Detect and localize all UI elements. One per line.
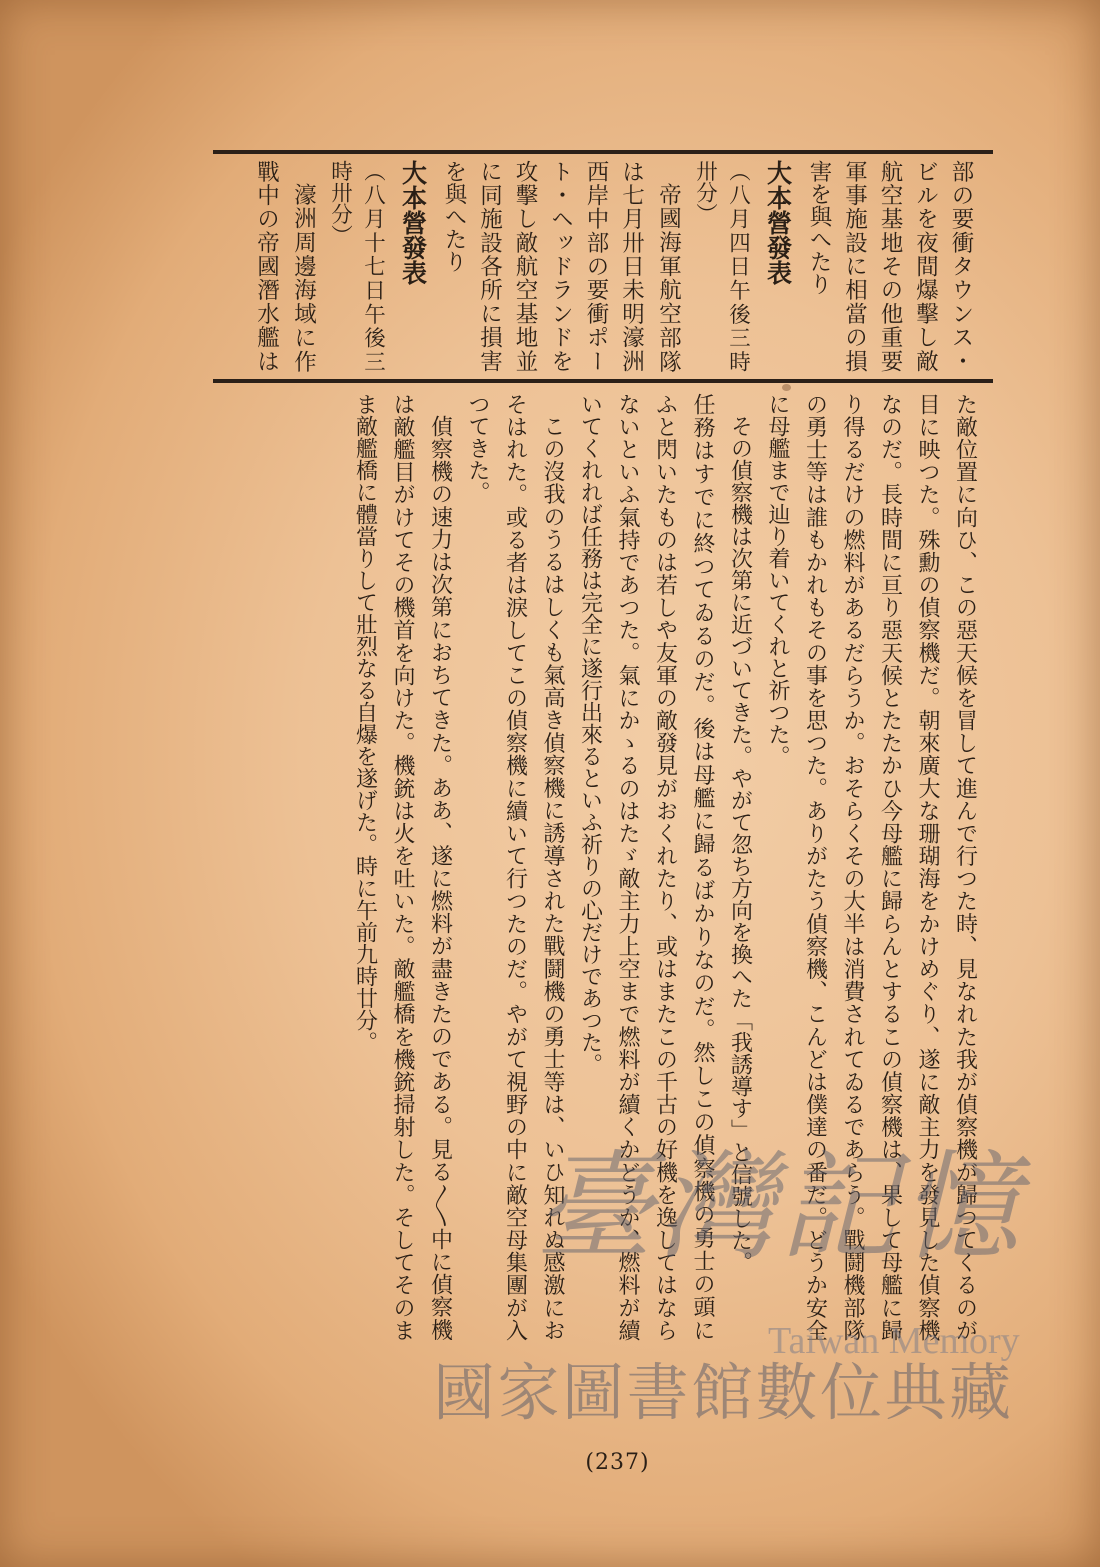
main-text-column: ないといふ氣持であつた。氣にかゝるのはたゞ敵主力上空まで燃料が續くかどうか、燃料が續 [615,393,640,1341]
bulletin-column: 帝國海軍航空部隊 [655,182,682,372]
main-text-column: に母艦まで辿り着いてくれと祈つた。 [765,393,790,767]
bulletin-top-rule [213,150,993,154]
bulletin-timestamp: （八月四日午後三時 [725,160,751,372]
main-text-column: なのだ。長時間に亘り惡天候とたたかひ今母艦に歸らんとするこの偵察機は、果して母艦に歸 [877,393,903,1342]
bulletin-column: 害を與へたり [806,160,832,295]
bulletin-column: ト・ヘッドランドを [547,160,574,372]
watermark-calligraphy: 臺灣記憶 [535,1138,1024,1276]
main-text [346,393,984,1341]
bulletin-heading: 大本營發表 [398,160,428,285]
bulletin-timestamp: 時卅分） [327,160,353,246]
watermark-institution: 國家圖書館數位典藏 [433,1356,1014,1429]
bulletin-timestamp: 卅分） [692,160,718,225]
main-text-column: その偵察機は次第に近づいてきた。やがて忽ち方向を換へた「我誘導す」と信號した。 [727,415,753,1273]
main-text-column: 偵察機の速力は次第におちてきた。ああ、遂に燃料が盡きたのである。見る〳〵中に偵察機 [427,415,453,1341]
bulletin-bottom-rule [213,379,993,383]
main-text-column: いてくれれば任務は完全に遂行出來るといふ祈りの心だけであつた。 [577,393,603,1075]
bulletin-column: 軍事施設に相當の損 [841,160,868,372]
main-text-column: 目に映つた。殊勳の偵察機だ。朝來廣大な珊瑚海をかけめぐり、遂に敵主力を發見した偵察機 [915,393,940,1341]
main-text-column: は敵艦目がけてその機首を向けた。機銃は火を吐いた。敵艦橋を機銃掃射した。そしてそのま [390,393,415,1341]
bulletin-column: を與へたり [441,160,467,273]
watermark-english: Taiwan Memory [768,1320,1020,1362]
main-text-column: の勇士等は誰もかれもその事を思つた。ありがたう偵察機、こんどは僕達の番だ。どうか安全 [802,393,828,1341]
paper-stain [782,384,791,391]
main-text-column: そはれた。或る者は淚してこの偵察機に續いて行つたのだ。やがて視野の中に敵空母集團が入 [502,393,528,1341]
main-text-column: り得るだけの燃料があるだらうか。おそらくその大半は消費されてゐるであらう。戰鬪機部隊 [840,393,865,1341]
main-text-column: た敵位置に向ひ、この惡天候を冒して進んで行つた時、見なれた我が偵察機が歸つてくるのが [952,393,978,1341]
main-text-column: ま敵艦橋に體當りして壯烈なる自爆を遂げた。時に午前九時廿分。 [352,393,378,1053]
main-text-column: ふと閃いたものは若しや友軍の敵發見がおくれたり、或はまたこの千古の好機を逸してはなら [652,393,678,1341]
bulletin-column: 濠洲周邊海域に作 [290,182,317,372]
main-text-column: 任務はすでに終つてゐるのだ。後は母艦に歸るばかりなのだ。然しこの偵察機の勇士の頭に [690,393,715,1341]
bulletin-column: 部の要衝タウンス・ [948,160,974,372]
bulletin-timestamp: （八月十七日午後三 [360,160,386,372]
bulletin-column: 西岸中部の要衝ポー [583,160,609,372]
main-text-column: つてきた。 [465,393,490,503]
bulletin-column: 航空基地その他重要 [877,160,903,372]
bulletin-heading: 大本營發表 [763,160,793,285]
page-number: (237) [585,1450,650,1475]
bulletin-column: は七月卅日未明濠洲 [618,160,645,372]
bulletin-box [248,160,978,372]
bulletin-column: 攻擊し敵航空基地並 [512,160,538,372]
main-text-column: この沒我のうるはしくも氣高き偵察機に誘導された戰鬪機の勇士等は、いひ知れぬ感激にお [540,415,565,1341]
bulletin-column: ビルを夜間爆擊し敵 [912,160,939,372]
bulletin-column: 戰中の帝國潛水艦は [253,160,280,372]
bulletin-column: に同施設各所に損害 [476,160,503,372]
